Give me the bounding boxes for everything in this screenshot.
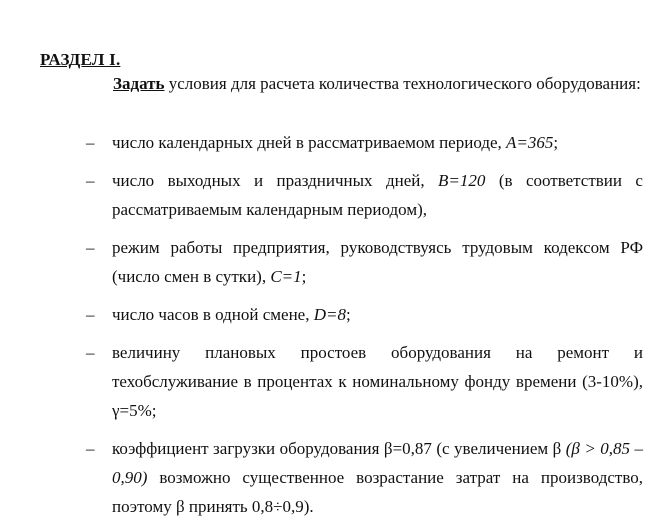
intro-text: условия для расчета количества технологического оборудования: xyxy=(164,74,641,93)
list-item xyxy=(86,300,643,329)
list-dash: – xyxy=(86,171,95,190)
item-text-end: (в соответствии с рассматриваемым календарным периодом), xyxy=(112,171,643,219)
section-title: РАЗДЕЛ I. xyxy=(40,50,121,69)
list-item xyxy=(86,128,643,157)
item-text: число календарных дней в рассматриваемом периоде, xyxy=(112,133,507,152)
item-text-end: ; xyxy=(553,133,559,152)
intro-lead-word: Задать xyxy=(113,74,165,93)
item-variable: C=1 xyxy=(270,267,302,286)
item-variable: D=8 xyxy=(313,305,346,324)
item-text: режим работы предприятия, руководствуясь трудовым кодексом РФ (число смен в сутки), xyxy=(112,238,643,286)
list-dash: – xyxy=(86,133,95,152)
list-dash: – xyxy=(86,305,95,324)
item-text: коэффициент загрузки оборудования β=0,87 (с увеличением β xyxy=(112,439,566,458)
list-item xyxy=(86,434,643,521)
conditions-list xyxy=(86,128,643,530)
list-item xyxy=(86,338,643,425)
item-formula: (β > 0,85 – 0,90) xyxy=(112,439,643,487)
list-item xyxy=(86,166,643,224)
item-text: величину плановых простоев оборудования на ремонт и техобслуживание в процентах к номинальному фонду времени (3-10%), γ=5%; xyxy=(112,343,643,420)
list-dash: – xyxy=(86,439,95,458)
list-item xyxy=(86,233,643,291)
item-text-end: возможно существенное возрастание затрат на производство, поэтому β принять 0,8÷0,9). xyxy=(112,468,643,516)
intro-paragraph xyxy=(53,71,643,97)
list-dash: – xyxy=(86,343,95,362)
item-text: число выходных и праздничных дней, xyxy=(112,171,439,190)
item-variable: A=365 xyxy=(506,133,554,152)
list-dash: – xyxy=(86,238,95,257)
item-text-end: ; xyxy=(345,305,351,324)
item-text: число часов в одной смене, xyxy=(112,305,314,324)
item-text-end: ; xyxy=(301,267,307,286)
item-variable: B=120 xyxy=(438,171,486,190)
